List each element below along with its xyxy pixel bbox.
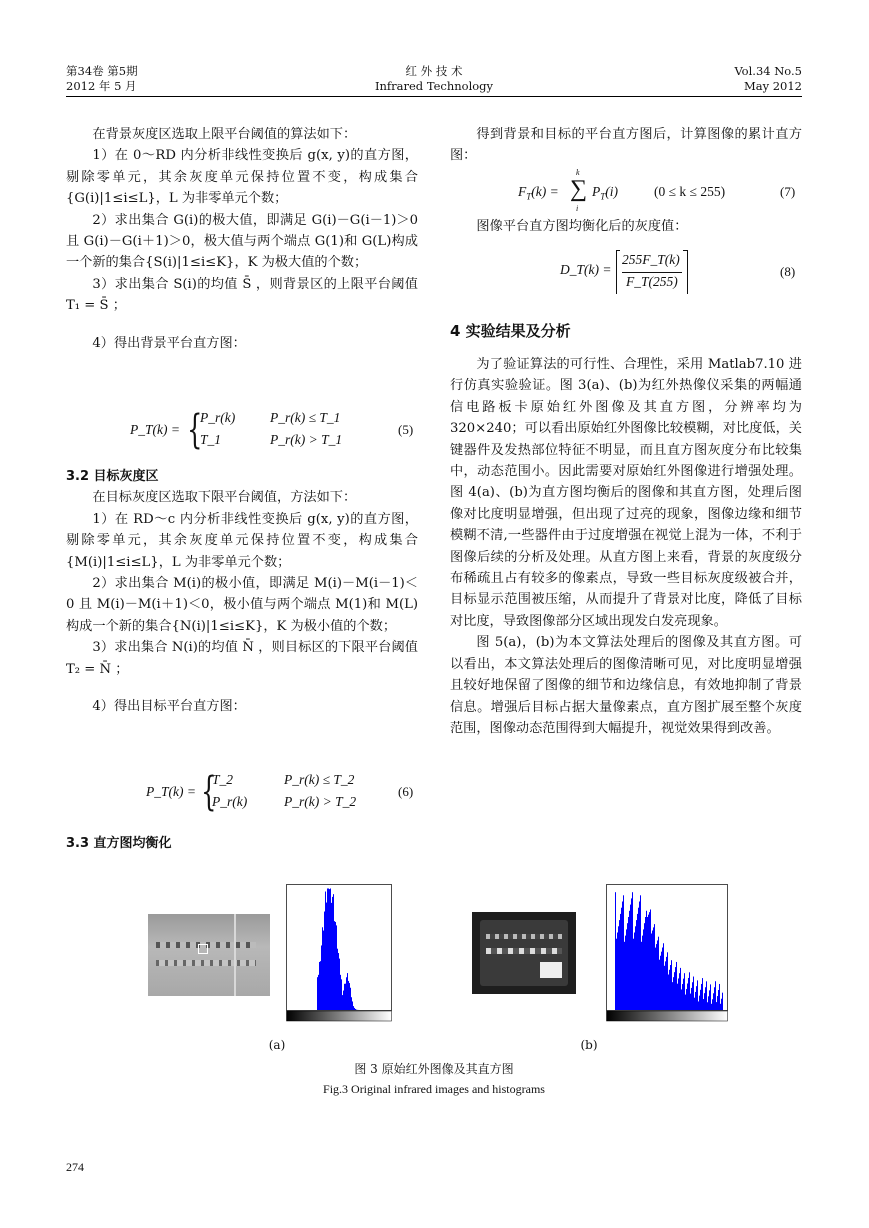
histogram-bar bbox=[616, 939, 617, 1010]
eq8-bracket-top-r bbox=[683, 250, 687, 251]
histogram-bar bbox=[638, 908, 639, 1010]
histogram-bar bbox=[700, 990, 701, 1010]
histogram-bar bbox=[621, 908, 622, 1010]
histogram-bar bbox=[651, 934, 652, 1011]
eq6-r2b: P_r(k) > T_2 bbox=[284, 794, 357, 809]
eq5-r1a: P_r(k) bbox=[200, 410, 236, 425]
eq7-condition: (0 ≤ k ≤ 255) bbox=[654, 184, 726, 199]
histogram-bar bbox=[708, 996, 709, 1010]
histogram-bar bbox=[720, 1004, 721, 1010]
eq5-r2b: P_r(k) > T_1 bbox=[270, 432, 343, 447]
equation-6 bbox=[146, 769, 416, 816]
histogram-bar bbox=[693, 977, 694, 1010]
paragraph: 2）求出集合 G(i)的极大值，即满足 G(i)－G(i－1)＞0 且 G(i)－G(i＋1)＞0，极大值与两个端点 G(1)和 G(L)构成一个新的集合{S(i)|1≤i≤K}，K 为极大值的个数； bbox=[66, 212, 418, 271]
paragraph: 3）求出集合 N(i)的均值 N̄ ，则目标区的下限平台阈值 T₂ = N̄ ； bbox=[66, 640, 418, 677]
equation-number-8: (8) bbox=[780, 264, 796, 279]
histogram-bar bbox=[679, 973, 680, 1010]
histogram-bar bbox=[660, 956, 661, 1010]
eq6-r1a: T_2 bbox=[212, 772, 234, 787]
section-heading-3-2: 3.2 目标灰度区 bbox=[66, 469, 159, 484]
histogram-bar bbox=[671, 960, 672, 1010]
equation-5 bbox=[130, 407, 420, 454]
histogram-bar bbox=[640, 895, 641, 1010]
histogram-bar bbox=[713, 993, 714, 1010]
histogram-bar bbox=[653, 927, 654, 1010]
histogram-bar bbox=[330, 888, 331, 1010]
histogram-bar bbox=[664, 966, 665, 1010]
histogram-bar bbox=[353, 1006, 354, 1010]
histogram-bar bbox=[350, 988, 351, 1010]
journal-title-en: Infrared Technology bbox=[374, 79, 494, 93]
histogram-bar bbox=[351, 997, 352, 1010]
histogram-bar bbox=[699, 996, 700, 1010]
histogram-bar bbox=[698, 1001, 699, 1010]
histogram-bar bbox=[318, 975, 319, 1010]
histogram-bar bbox=[321, 945, 322, 1010]
histogram-bar bbox=[702, 978, 703, 1010]
histogram-bar bbox=[344, 984, 345, 1010]
paragraph: 为了验证算法的可行性、合理性，采用 Matlab7.10 进行仿真实验验证。图 3(a)、(b)为红外热像仪采集的两幅通信电路板卡原始红外图像及其直方图，分辨率均为 320×240；可以看出原始红外图像比较模糊，对比度低，关键器件及发热部位特征不明显，而且直方图灰度分布比较集中，动态范围小。因此需要对原始红外图像进行增强处理。图 4(a)、(b)为直方图均衡后的图像和其直方图，处理后图像对比度明显增强，但出现了过亮的现象，图像边缘和细节模糊不清,一些器件由于过度增强在视觉上混为一体，不利于图像后续的分析及处理。从直方图上来看，背景的灰度级分布稀疏且占有较多的像素点，导致一些目标灰度级被合并，目标显示范围被压缩，从而提升了背景对比度，降低了目标对比度，导致图像部分区域出现发白发亮现象。 bbox=[450, 357, 802, 629]
histogram-bar bbox=[643, 929, 644, 1010]
eq5-brace: { bbox=[187, 407, 203, 453]
histogram-bar bbox=[646, 911, 647, 1010]
histogram-bar bbox=[624, 942, 625, 1010]
histogram-bar bbox=[705, 987, 706, 1010]
histogram-bar bbox=[322, 927, 323, 1010]
histogram-bar bbox=[685, 995, 686, 1010]
paragraph: 1）在 RD～c 内分析非线性变换后 g(x, y)的直方图，剔除零单元，其余灰度单元保持位置不变，构成集合{M(i)|1≤i≤L}，L 为非零单元个数； bbox=[66, 511, 418, 570]
histogram-bar bbox=[332, 897, 333, 1010]
histogram-bar bbox=[690, 994, 691, 1010]
histogram-bar bbox=[674, 972, 675, 1010]
histogram-bar bbox=[667, 952, 668, 1010]
histogram-bar bbox=[680, 968, 681, 1010]
histogram-bar bbox=[631, 898, 632, 1010]
histogram-bar bbox=[325, 892, 326, 1010]
histogram-bar bbox=[650, 909, 651, 1010]
histogram-bar bbox=[717, 996, 718, 1010]
histogram-bar bbox=[656, 944, 657, 1010]
figure-caption-en: Fig.3 Original infrared images and histograms bbox=[323, 1082, 545, 1096]
histogram-bar bbox=[654, 924, 655, 1010]
histogram-bar bbox=[319, 962, 320, 1010]
histogram-bar bbox=[628, 917, 629, 1010]
right-column-3 bbox=[450, 354, 802, 739]
histogram-bar bbox=[336, 925, 337, 1010]
histogram-bar bbox=[632, 892, 633, 1010]
histogram-bar bbox=[663, 943, 664, 1010]
journal-month-en: May 2012 bbox=[743, 79, 802, 93]
histogram-bar bbox=[715, 981, 716, 1010]
histogram-bar bbox=[320, 961, 321, 1010]
histogram-bar bbox=[694, 998, 695, 1010]
infrared-image-b bbox=[472, 912, 576, 994]
histogram-bar bbox=[629, 911, 630, 1010]
histogram-bar bbox=[669, 970, 670, 1010]
histogram-bar bbox=[686, 989, 687, 1010]
left-column bbox=[66, 124, 418, 354]
histogram-bar bbox=[661, 952, 662, 1010]
paragraph: 在目标灰度区选取下限平台阈值，方法如下： bbox=[92, 490, 357, 506]
header-right bbox=[734, 64, 802, 94]
histogram-bar bbox=[709, 990, 710, 1010]
equation-8 bbox=[560, 248, 720, 298]
histogram-bar bbox=[626, 929, 627, 1010]
histogram-bar bbox=[331, 903, 332, 1010]
histogram-bar bbox=[677, 984, 678, 1010]
histogram-bar bbox=[619, 920, 620, 1010]
journal-title-cn: 红 外 技 术 bbox=[405, 64, 463, 78]
histogram-a bbox=[286, 884, 392, 1024]
histogram-b bbox=[606, 884, 728, 1024]
histogram-bar bbox=[689, 972, 690, 1010]
histogram-bar bbox=[352, 1001, 353, 1010]
histogram-bar bbox=[691, 988, 692, 1010]
journal-volume: 第34卷 第5期 bbox=[66, 64, 138, 78]
histogram-bar bbox=[696, 986, 697, 1010]
histogram-bar bbox=[334, 921, 335, 1010]
histogram-bar bbox=[706, 981, 707, 1010]
histogram-bar bbox=[625, 936, 626, 1010]
eq7-sigma: ∑ bbox=[570, 176, 588, 202]
histogram-bar bbox=[665, 961, 666, 1010]
histogram-bar bbox=[714, 987, 715, 1010]
histogram-bar bbox=[721, 999, 722, 1010]
eq8-fraction-bar bbox=[622, 272, 682, 273]
histogram-bar bbox=[657, 940, 658, 1010]
journal-date: 2012 年 5 月 bbox=[66, 79, 137, 93]
histogram-bar bbox=[695, 992, 696, 1010]
histogram-bar bbox=[704, 993, 705, 1010]
histogram-bar bbox=[684, 973, 685, 1010]
histogram-bar bbox=[622, 902, 623, 1011]
histogram-bar bbox=[338, 953, 339, 1010]
paragraph: 图 5(a)，(b)为本文算法处理后的图像及其直方图。可以看出，本文算法处理后的图像清晰可见，对比度明显增强且较好地保留了图像的细节和边缘信息，有效地抑制了背景信息。增强后目标占据大量像素点，直方图扩展至整个灰度范围，图像动态范围得到大幅提升，视觉效果得到改善。 bbox=[450, 635, 802, 736]
component-row bbox=[486, 948, 562, 954]
histogram-bar bbox=[710, 984, 711, 1010]
histogram-bar bbox=[658, 937, 659, 1010]
paragraph: 2）求出集合 M(i)的极小值，即满足 M(i)－M(i－1)＜0 且 M(i)－M(i＋1)＜0，极小值与两个端点 M(1)和 M(L)构成一个新的集合{N(i)|1≤i≤K}，K 为极小值的个数； bbox=[66, 576, 418, 634]
histogram-bar bbox=[687, 984, 688, 1010]
histogram-bar bbox=[672, 982, 673, 1010]
eq7-lhs: $F_T(k)$ = bbox=[518, 184, 559, 202]
histogram-bar bbox=[639, 902, 640, 1011]
histogram-bar bbox=[333, 894, 334, 1010]
eq6-r1b: P_r(k) ≤ T_2 bbox=[284, 772, 355, 787]
histogram-bar bbox=[323, 931, 324, 1010]
histogram-bar bbox=[636, 920, 637, 1010]
page-number: 274 bbox=[66, 1160, 84, 1174]
eq7-sum-upper: k bbox=[576, 168, 580, 177]
histogram-bar bbox=[649, 912, 650, 1010]
histogram-bar bbox=[692, 982, 693, 1010]
eq6-r2a: P_r(k) bbox=[212, 794, 248, 809]
histogram-bar bbox=[678, 978, 679, 1010]
header-center bbox=[334, 64, 534, 94]
hot-spot bbox=[540, 962, 562, 978]
histogram-bar bbox=[337, 949, 338, 1010]
histogram-bar bbox=[712, 999, 713, 1010]
figure-caption-cn: 图 3 原始红外图像及其直方图 bbox=[354, 1062, 514, 1076]
grayscale-bar-b bbox=[607, 1011, 728, 1021]
histogram-bar bbox=[666, 957, 667, 1010]
histogram-bar bbox=[348, 981, 349, 1010]
histogram-bar bbox=[627, 923, 628, 1010]
journal-vol-en: Vol.34 No.5 bbox=[734, 64, 802, 78]
histogram-bar bbox=[681, 989, 682, 1010]
histogram-bar bbox=[620, 914, 621, 1010]
histogram-bar bbox=[335, 922, 336, 1010]
histogram-bar bbox=[703, 999, 704, 1010]
histogram-bar bbox=[647, 917, 648, 1010]
histogram-bar bbox=[340, 975, 341, 1010]
eq5-lhs: P_T(k) = bbox=[130, 422, 180, 437]
histogram-bar bbox=[345, 984, 346, 1010]
histogram-bar bbox=[719, 984, 720, 1010]
paragraph: 3）求出集合 S(i)的均值 S̄ ，则背景区的上限平台阈值 T₁ = S̄ ； bbox=[66, 276, 418, 314]
left-column-2 bbox=[66, 466, 418, 717]
histogram-bar bbox=[659, 960, 660, 1010]
eq7-sum-lower: i bbox=[576, 204, 579, 213]
histogram-bar bbox=[645, 917, 646, 1010]
histogram-bar bbox=[688, 978, 689, 1010]
histogram-bar bbox=[673, 977, 674, 1010]
histogram-bar bbox=[617, 933, 618, 1011]
histogram-bar bbox=[644, 923, 645, 1010]
eq8-lhs: D_T(k) = bbox=[560, 262, 612, 277]
crosshair bbox=[198, 944, 208, 954]
eq5-r1b: P_r(k) ≤ T_1 bbox=[270, 410, 341, 425]
paragraph: 得到背景和目标的平台直方图后，计算图像的累计直方图： bbox=[450, 127, 802, 164]
histogram-bar bbox=[342, 995, 343, 1010]
histogram-bar bbox=[670, 965, 671, 1010]
histogram-bar bbox=[630, 905, 631, 1010]
equation-7 bbox=[518, 168, 808, 214]
histogram-bar bbox=[675, 967, 676, 1010]
histogram-bar bbox=[634, 933, 635, 1011]
histogram-bar bbox=[329, 889, 330, 1010]
eq8-numerator: 255F_T(k) bbox=[622, 252, 680, 267]
figure-label-a: (a) bbox=[268, 1038, 286, 1052]
histogram-bar bbox=[349, 983, 350, 1010]
histogram-bar bbox=[642, 936, 643, 1010]
histogram-bar bbox=[618, 926, 619, 1010]
histogram-bar bbox=[652, 931, 653, 1010]
header-rule bbox=[66, 96, 802, 97]
paragraph: 1）在 0～RD 内分析非线性变换后 g(x, y)的直方图，剔除零单元，其余灰度单元保持位置不变，构成集合{G(i)|1≤i≤L}，L 为非零单元个数； bbox=[66, 148, 418, 207]
right-column bbox=[450, 124, 802, 167]
eq5-r2a: T_1 bbox=[200, 432, 222, 447]
histogram-bar bbox=[711, 1004, 712, 1010]
paragraph: 4）得出背景平台直方图： bbox=[92, 335, 246, 351]
histogram-bar bbox=[662, 948, 663, 1010]
component-row bbox=[156, 960, 256, 966]
histogram-bar bbox=[701, 984, 702, 1010]
right-column-2 bbox=[450, 216, 802, 237]
infrared-image-a bbox=[148, 914, 270, 996]
histogram-bar bbox=[697, 980, 698, 1010]
equation-number-7: (7) bbox=[780, 184, 796, 199]
eq6-brace: { bbox=[201, 769, 217, 815]
histogram-bar bbox=[641, 942, 642, 1010]
board-edge bbox=[234, 914, 236, 996]
histogram-bar bbox=[683, 979, 684, 1010]
eq7-term: $P_T(i)$ bbox=[592, 184, 619, 202]
section-heading-3-3: 3.3 直方图均衡化 bbox=[66, 836, 172, 851]
equation-number-5: (5) bbox=[398, 422, 414, 437]
paragraph: 图像平台直方图均衡化后的灰度值： bbox=[476, 219, 688, 234]
histogram-bar bbox=[668, 975, 669, 1010]
figure-label-b: (b) bbox=[580, 1038, 598, 1052]
paragraph: 4）得出目标平台直方图： bbox=[92, 699, 246, 715]
component-row bbox=[486, 934, 562, 939]
histogram-bar bbox=[718, 990, 719, 1010]
eq8-bracket-top-l bbox=[616, 250, 620, 251]
histogram-bar bbox=[633, 939, 634, 1010]
histogram-bar bbox=[339, 959, 340, 1010]
section-heading-4: 4 实验结果及分析 bbox=[450, 322, 571, 340]
histogram-bar bbox=[682, 984, 683, 1010]
histogram-bar bbox=[354, 1008, 355, 1010]
histogram-bar bbox=[635, 926, 636, 1010]
equation-number-6: (6) bbox=[398, 784, 414, 799]
histogram-bar bbox=[326, 903, 327, 1010]
histogram-bar bbox=[623, 895, 624, 1010]
histogram-bar bbox=[346, 977, 347, 1010]
histogram-bar bbox=[324, 912, 325, 1010]
histogram-bar bbox=[716, 1002, 717, 1010]
eq6-lhs: P_T(k) = bbox=[146, 784, 196, 799]
histogram-bar bbox=[327, 888, 328, 1010]
histogram-bar bbox=[317, 977, 318, 1010]
histogram-bar bbox=[707, 1002, 708, 1010]
histogram-bar bbox=[615, 892, 616, 1010]
eq8-denominator: F_T(255) bbox=[626, 274, 678, 289]
histogram-bar bbox=[637, 914, 638, 1010]
histogram-bar bbox=[722, 993, 723, 1010]
histogram-bar bbox=[343, 991, 344, 1010]
histogram-bar bbox=[648, 915, 649, 1010]
histogram-bar bbox=[655, 948, 656, 1010]
grayscale-bar-a bbox=[287, 1011, 392, 1021]
histogram-bar bbox=[676, 962, 677, 1010]
paragraph: 在背景灰度区选取上限平台阈值的算法如下： bbox=[92, 127, 357, 142]
histogram-bar bbox=[341, 979, 342, 1010]
histogram-bar bbox=[355, 1009, 356, 1010]
histogram-bar bbox=[328, 888, 329, 1010]
header-left bbox=[66, 64, 138, 94]
histogram-bar bbox=[347, 973, 348, 1010]
